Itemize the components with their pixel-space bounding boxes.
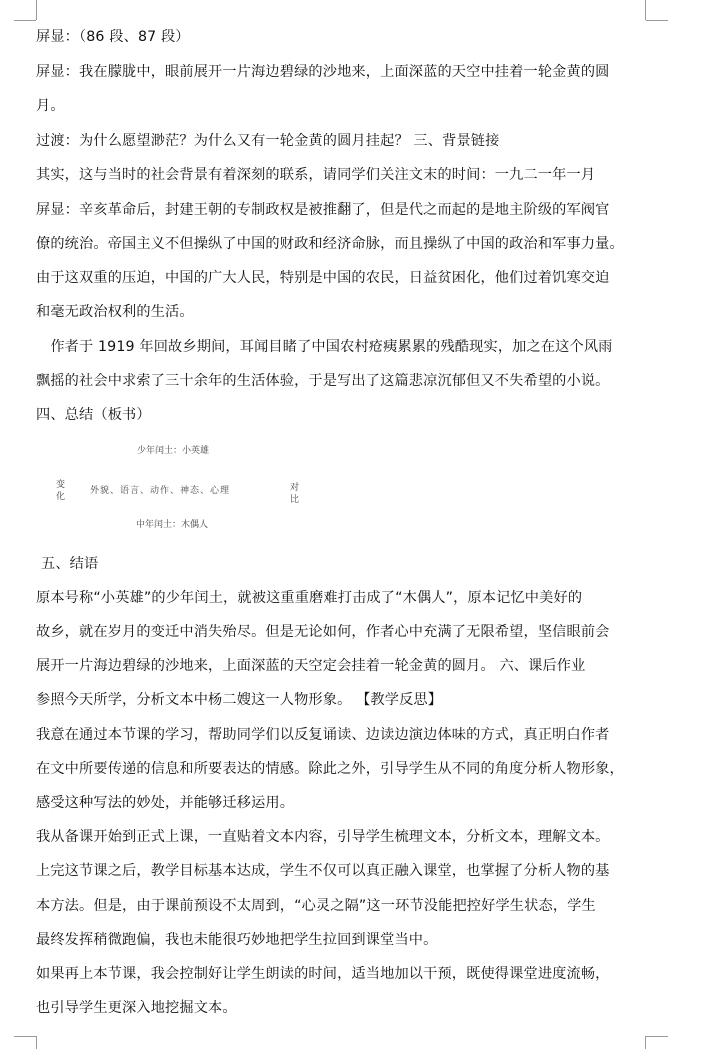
text-line: 如果再上本节课，我会控制好让学生朗读的时间，适当地加以干预，既使得课堂进度流畅， [36,966,610,982]
text-line: 本方法。但是，由于课前预设不太周到，“心灵之隔”这一环节没能把控好学生状态，学生 [36,898,596,914]
crop-mark-bottom-right-v [645,1036,646,1049]
text-line: 作者于 1919 年回故乡期间，耳闻目睹了中国农村疮痍累累的残酷现实，加之在这个风雨 [36,339,613,355]
text-line: 月。 [36,98,65,114]
diagram-middle-label: 外貌、语言、动作、神态、心理 [90,486,231,496]
text-line: 原本号称“小英雄”的少年闰土，就被这重重磨难打击成了“木偶人”，原本记忆中美好的 [36,590,583,606]
crop-mark-bottom-right-h [646,1036,668,1037]
text-line: 我从备课开始到正式上课，一直贴着文本内容，引导学生梳理文本，分析文本，理解文本。 [36,829,610,845]
section-heading: 五、结语 [41,556,99,572]
diagram-bottom-label: 中年闰土：木偶人 [136,520,209,530]
text-line: 在文中所要传递的信息和所要表达的情感。除此之外，引导学生从不同的角度分析人物形象， [36,761,624,777]
diagram-top-label: 少年闰土：小英雄 [137,446,210,456]
crop-mark-top-left-h [14,20,36,21]
text-line: 飘摇的社会中求索了三十余年的生活体验，于是写出了这篇悲凉沉郁但又不失希望的小说。 [36,373,610,389]
crop-mark-bottom-left-h [14,1036,36,1037]
text-line: 故乡，就在岁月的变迁中消失殆尽。但是无论如何，作者心中充满了无限希望，坚信眼前会 [36,624,610,640]
text-line: 和毫无政治权利的生活。 [36,304,194,320]
text-line: 参照今天所学，分析文本中杨二嫂这一人物形象。 【教学反思】 [36,692,443,708]
text-line: 屏显：（86 段、87 段） [36,29,190,45]
diagram-right-label: 对比 [290,483,300,505]
text-line: 僚的统治。帝国主义不但操纵了中国的财政和经济命脉，而且操纵了中国的政治和军事力量。 [36,236,624,252]
text-line: 过渡：为什么愿望渺茫？为什么又有一轮金黄的圆月挂起？ 三、背景链接 [36,133,500,149]
text-line: 展开一片海边碧绿的沙地来，上面深蓝的天空定会挂着一轮金黄的圆月。 六、课后作业 [36,658,586,674]
text-line: 感受这种写法的妙处，并能够迁移运用。 [36,795,295,811]
text-line: 最终发挥稍微跑偏，我也未能很巧妙地把学生拉回到课堂当中。 [36,932,438,948]
crop-mark-bottom-left-v [36,1036,37,1049]
text-line: 也引导学生更深入地挖掘文本。 [36,1000,237,1016]
crop-mark-top-right-h [646,20,668,21]
text-line: 我意在通过本节课的学习，帮助同学们以反复诵读、边读边演边体味的方式，真正明白作者 [36,727,610,743]
text-line: 上完这节课之后，教学目标基本达成，学生不仅可以真正融入课堂，也掌握了分析人物的基 [36,863,610,879]
crop-mark-top-left-v [36,0,37,20]
text-line: 屏显：辛亥革命后，封建王朝的专制政权是被推翻了，但是代之而起的是地主阶级的军阀官 [36,202,610,218]
text-line: 由于这双重的压迫，中国的广大人民，特别是中国的农民，日益贫困化，他们过着饥寒交迫 [36,270,610,286]
crop-mark-top-right-v [645,0,646,20]
text-line: 其实，这与当时的社会背景有着深刻的联系，请同学们关注文末的时间：一九二一年一月 [36,167,596,183]
section-heading: 四、总结（板书） [36,407,151,423]
text-line: 屏显：我在朦胧中，眼前展开一片海边碧绿的沙地来，上面深蓝的天空中挂着一轮金黄的圆 [36,64,610,80]
diagram-left-label: 变化 [56,480,66,502]
